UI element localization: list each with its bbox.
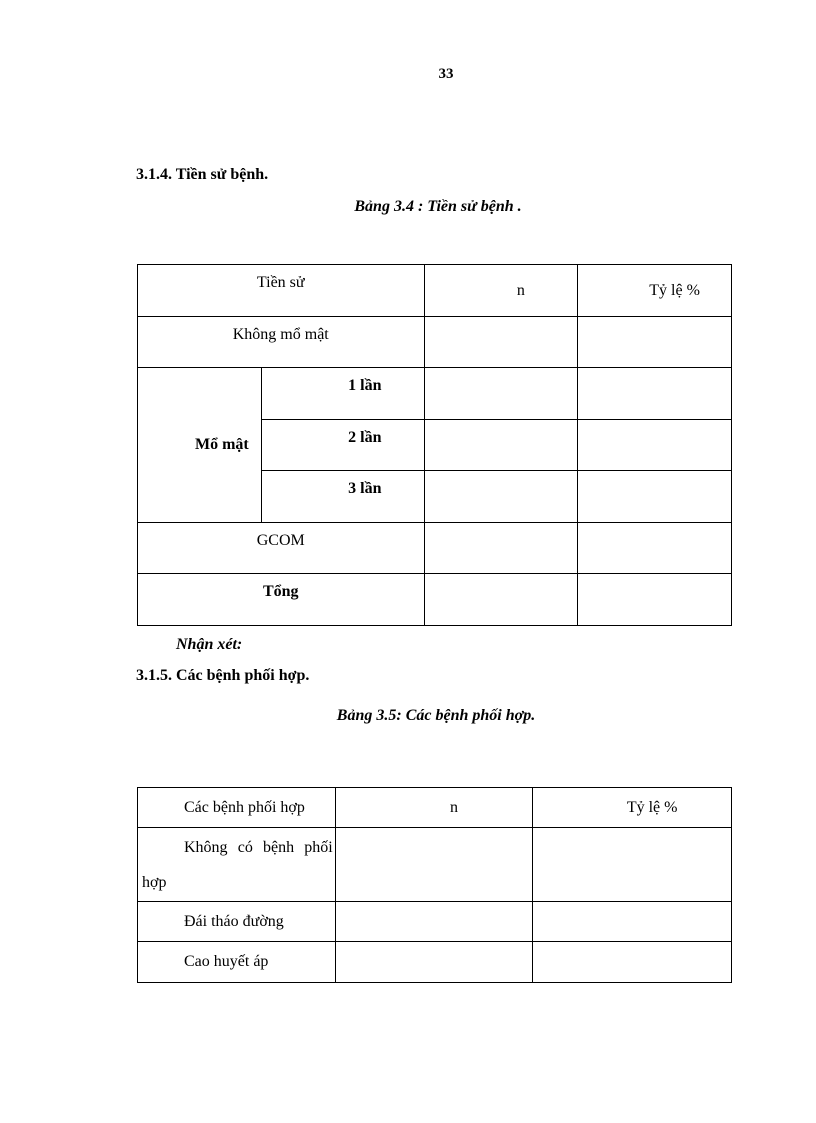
section-heading-3-1-4: 3.1.4. Tiền sử bệnh. [136,166,269,183]
header-tien-su: Tiền sử [138,265,425,317]
table-caption-3-5: Bảng 3.5: Các bệnh phối hợp. [336,707,536,724]
table-caption-3-4: Bảng 3.4 : Tiền sử bệnh . [354,198,522,215]
row-label-khong-co-benh: Không có bệnh phối hợp [138,828,336,902]
row-label-3-lan: 3 lần [261,471,424,523]
history-table [137,264,732,626]
section-heading-3-1-5: 3.1.5. Các bệnh phối hợp. [136,667,310,684]
table-row [138,368,732,420]
cell-ty-le [533,942,732,983]
cell-ty-le [578,574,732,626]
cell-n [424,368,578,420]
cell-n [424,420,578,471]
header-ty-le: Tỷ lệ % [578,265,732,317]
cell-ty-le [578,420,732,471]
table-row [138,942,732,983]
header-n: n [335,788,533,828]
remark-label: Nhận xét: [176,636,243,653]
table-row [138,317,732,368]
cell-n [335,942,533,983]
header-n: n [424,265,578,317]
cell-n [424,523,578,574]
table-row [138,574,732,626]
cell-ty-le [578,317,732,368]
cell-n [335,828,533,902]
cell-n [424,574,578,626]
table-row [138,902,732,942]
row-label-2-lan: 2 lần [261,420,424,471]
row-label-1-lan: 1 lần [261,368,424,420]
table-header-row [138,265,732,317]
table-row [138,523,732,574]
row-label-dai-thao-duong: Đái tháo đường [138,902,336,942]
cell-ty-le [578,368,732,420]
row-label-khong-mo-mat: Không mổ mật [138,317,425,368]
table-header-row [138,788,732,828]
comorbidity-table [137,787,732,983]
cell-n [424,317,578,368]
row-label-gcom: GCOM [138,523,425,574]
header-ty-le: Tỷ lệ % [533,788,732,828]
table-row [138,828,732,902]
header-cac-benh: Các bệnh phối hợp [138,788,336,828]
cell-n [335,902,533,942]
row-label-tong: Tổng [138,574,425,626]
row-label-cao-huyet-ap: Cao huyết áp [138,942,336,983]
row-label-mo-mat: Mổ mật [138,368,262,523]
cell-n [424,471,578,523]
page-number: 33 [438,66,454,82]
cell-ty-le [578,523,732,574]
cell-ty-le [533,902,732,942]
cell-ty-le [578,471,732,523]
cell-ty-le [533,828,732,902]
